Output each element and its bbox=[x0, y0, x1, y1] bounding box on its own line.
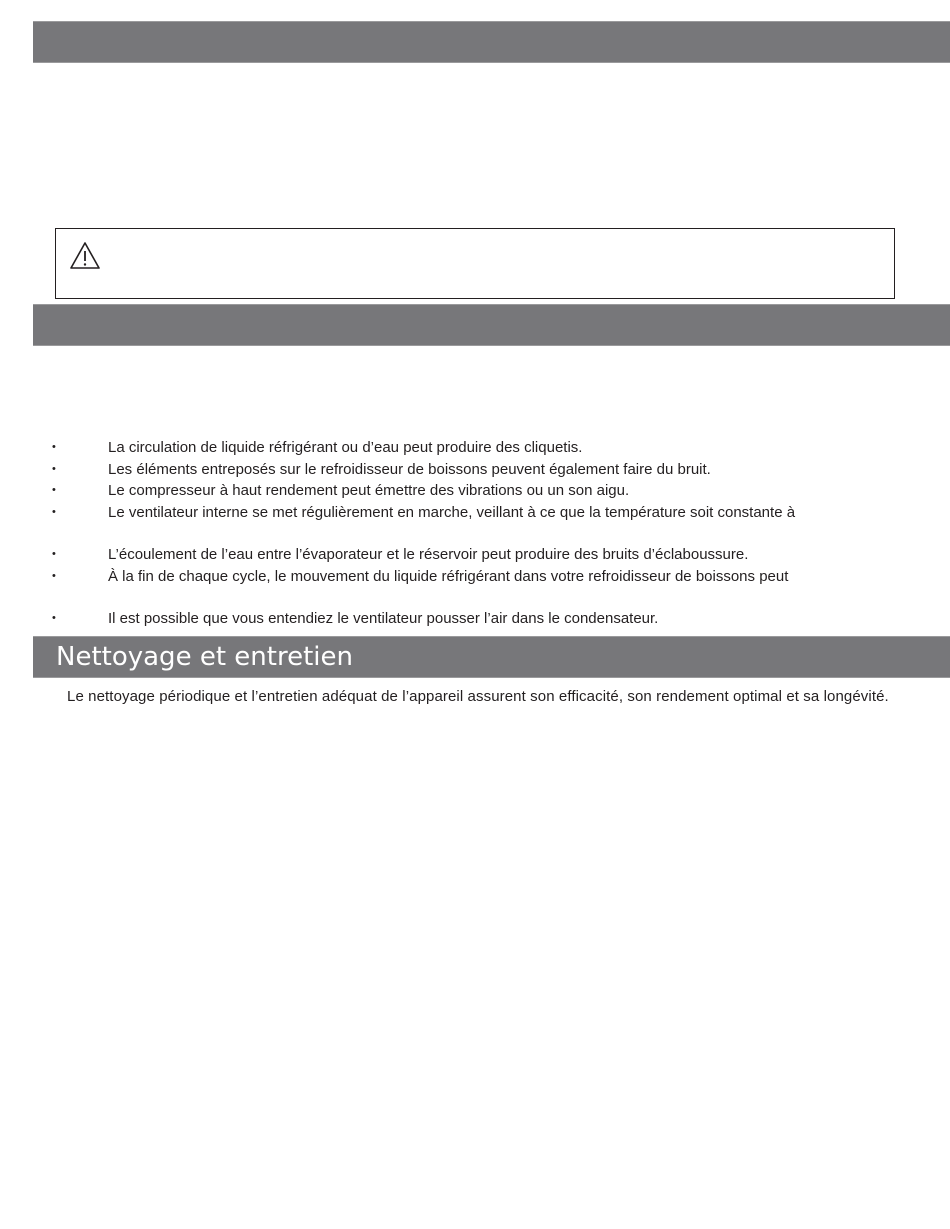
list-item-text: Il est possible que vous entendiez le ventilateur pousser l’air dans le condensateur. bbox=[108, 610, 659, 627]
bullet-icon: • bbox=[52, 569, 56, 582]
list-item-text: Les éléments entreposés sur le refroidisseur de boissons peuvent également faire du bruit. bbox=[108, 460, 711, 478]
list-item-text: L’écoulement de l’eau entre l’évaporateur et le réservoir peut produire des bruits d’éclaboussure. bbox=[108, 546, 749, 563]
section-header-bar bbox=[33, 636, 950, 678]
bullet-icon: • bbox=[52, 612, 56, 624]
bullet-icon: • bbox=[52, 462, 56, 475]
cleaning-intro-paragraph: Le nettoyage périodique et l’entretien adéquat de l’appareil assurent son efficacité, son rendement optimal et sa longévité. bbox=[67, 688, 889, 705]
list-item-text: Le compresseur à haut rendement peut émettre des vibrations ou un son aigu. bbox=[108, 482, 630, 499]
bullet-icon: • bbox=[52, 548, 56, 560]
section-header-bar bbox=[33, 304, 950, 346]
list-item-text: La circulation de liquide réfrigérant ou d’eau peut produire des cliquetis. bbox=[108, 439, 583, 456]
section-header-bar bbox=[33, 21, 950, 63]
list-item bbox=[0, 480, 950, 502]
noise-list bbox=[0, 437, 950, 630]
section-title-cleaning: Nettoyage et entretien bbox=[56, 642, 353, 672]
bullet-icon: • bbox=[52, 505, 56, 518]
list-item bbox=[0, 502, 950, 524]
list-item bbox=[0, 608, 950, 630]
list-item bbox=[0, 566, 950, 588]
list-item bbox=[0, 459, 950, 481]
list-item bbox=[0, 544, 950, 566]
list-item-text: À la fin de chaque cycle, le mouvement du liquide réfrigérant dans votre refroidisseur de boissons peut bbox=[108, 567, 789, 585]
warning-triangle-icon bbox=[69, 241, 101, 270]
warning-box bbox=[55, 228, 895, 299]
list-item-text: Le ventilateur interne se met régulièrement en marche, veillant à ce que la température soit constante à bbox=[108, 503, 796, 521]
bullet-icon: • bbox=[52, 484, 56, 496]
list-item bbox=[0, 437, 950, 459]
bullet-icon: • bbox=[52, 441, 56, 453]
